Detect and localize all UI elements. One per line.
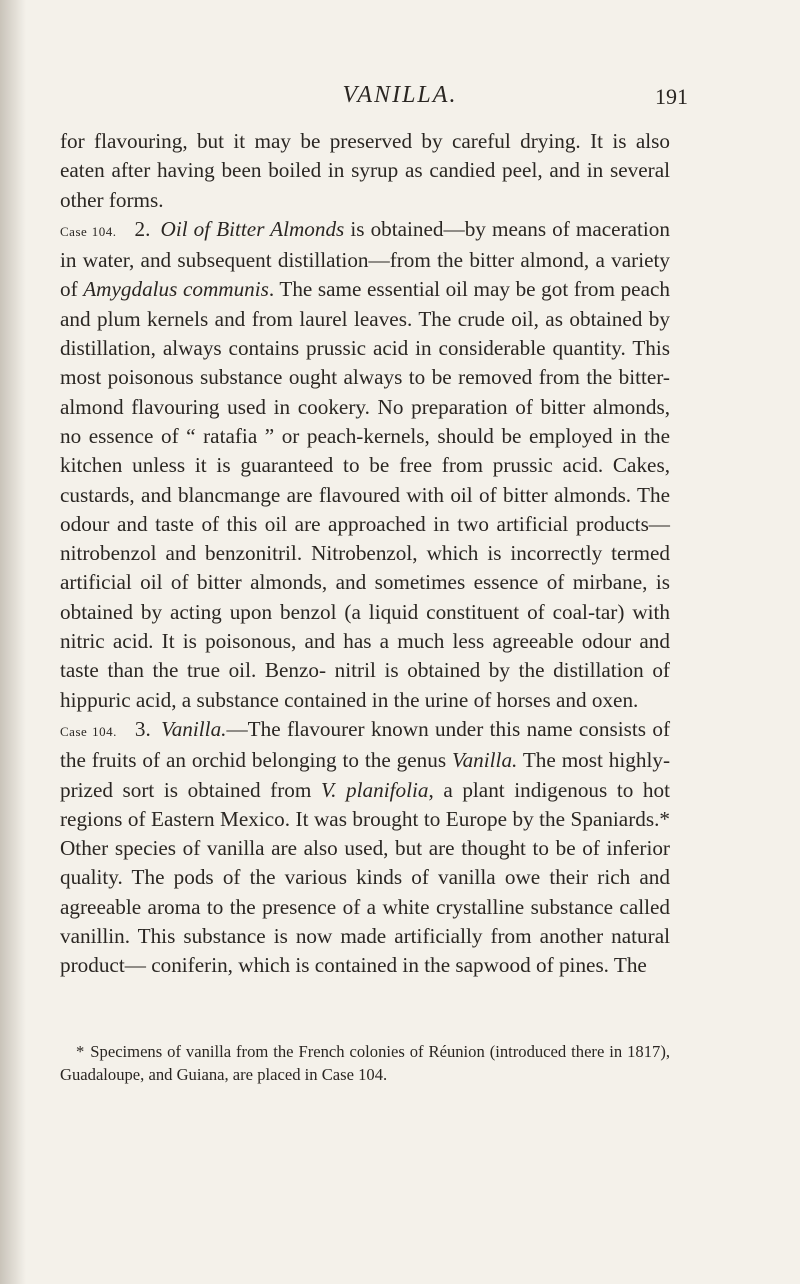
section-title: Oil of Bitter Almonds [160,216,345,241]
species-name: V. planifolia [320,777,429,802]
section-3-text-b: The most highly-prized sort is obtained from [60,748,671,802]
section-2-text-a: is obtained—by means of maceration in water, and subsequent distillation—from the bitter almond, a variety of [60,216,670,302]
genus-name: Vanilla. [452,748,518,773]
case-reference: Case 104. [60,223,117,239]
section-3-text-a: —The flavourer known under this name consists of the fruits of an orchid belonging to the genus [60,716,671,773]
footnote-text: Specimens of vanilla from the French colonies of Réunion (introduced there in 1817), Guadaloupe, and Guiana, are placed in Case 104. [60,1042,670,1084]
section-3-text-c: , a plant indigenous to hot regions of Eastern Mexico. It was brought to Europe by the Spaniards.* Other species of vanilla are also used, but are thought to be of inferior quality. The pods of the various kinds of vanilla owe their rich and agreeable aroma to the presence of a white crystalline substance called vanillin. This substance is now made artificially from another natural product— coniferin, which is contained in the sapwood of pines. The [60,777,670,978]
running-title: VANILLA. [342,82,458,108]
paragraph-continuation [60,127,670,215]
footnote-mark: * [76,1042,85,1061]
page-number: 191 [655,84,688,109]
section-2-text-b: . The same essential oil may be got from peach and plum kernels and from laurel leaves. The crude oil, as obtained by distillation, always contains prussic acid in considerable quantity. This most poisonous substance ought always to be removed from the bitter-almond flavouring used in cookery. No preparation of bitter almonds, no essence of “ ratafia ” or peach-kernels, should be employed in the kitchen unless it is guaranteed to be free from prussic acid. Cakes, custards, and blancmange are flavoured with oil of bitter almonds. The odour and taste of this oil are approached in two artificial products—nitrobenzol and benzonitril. Nitrobenzol, which is incorrectly termed artificial oil of bitter almonds, and sometimes essence of mirbane, is obtained by acting upon benzol (a liquid constituent of coal-tar) with nitric acid. It is poisonous, and has a much less agreeable odour and taste than the true oil. Benzo- nitril is obtained by the distillation of hippuric acid, a substance contained in the urine of horses and oxen. [60,277,670,712]
case-reference: Case 104. [60,723,117,739]
section-title: Vanilla. [161,716,227,741]
section-number: 3. [134,716,151,741]
paragraph-1-text: for flavouring, but it may be preserved by careful drying. It is also eaten after having been boiled in syrup as candied peel, and in several other forms. [60,129,670,212]
page-header [0,82,800,112]
section-oil-of-bitter-almonds [60,215,670,715]
body-text [60,127,670,981]
section-number: 2. [134,216,151,241]
footnote [60,1040,670,1086]
section-vanilla [60,715,670,981]
binding-shadow [0,0,26,1284]
species-name: Amygdalus communis [83,277,269,302]
